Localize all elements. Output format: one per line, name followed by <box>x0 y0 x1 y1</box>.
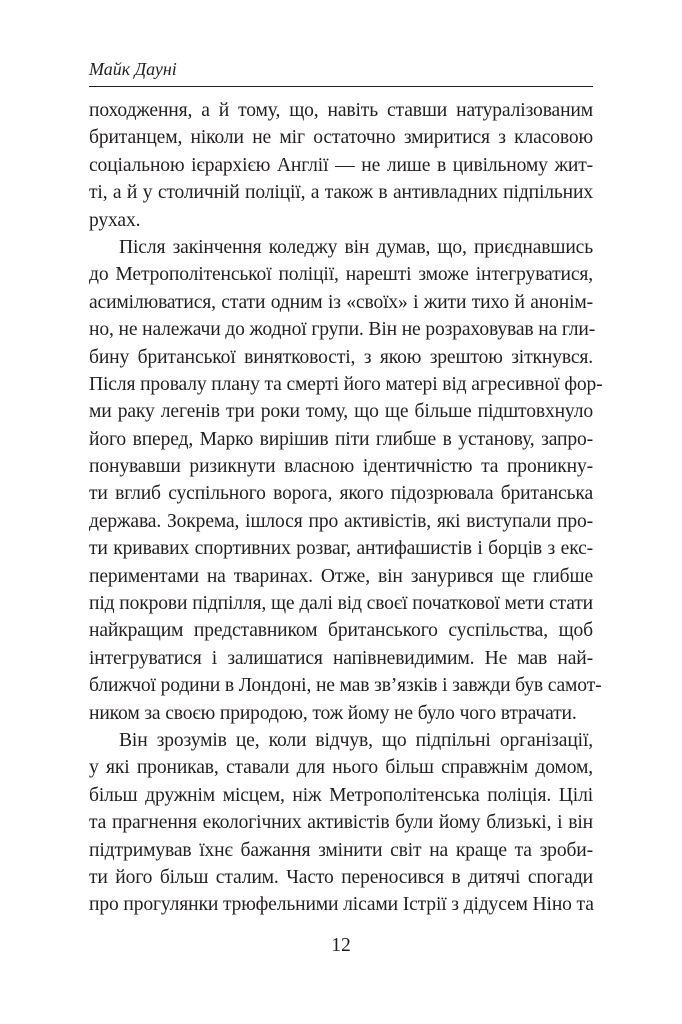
text-line: рухах. <box>89 209 141 231</box>
text-line: Він зрозумів це, коли відчув, що підпільні організації, <box>119 729 593 751</box>
text-line: до Метрополітенської поліції, нарешті зможе інтегруватися, <box>89 264 593 286</box>
text-line: Після провалу плану та смерті його матері від агресивної фор- <box>89 373 603 395</box>
body-text <box>89 97 603 919</box>
text-line: ти його більш сталим. Часто переносився в дитячі спогади <box>89 866 593 888</box>
text-line: ближчої родини в Лондоні, не мав зв’язків і завжди був самот- <box>89 675 602 697</box>
text-line: інтегруватися і залишатися напівневидимим. Не мав най- <box>89 647 593 669</box>
text-line: ником за своєю природою, тож йому не було чого втрачати. <box>89 702 577 724</box>
text-line: понувавши ризикнути власною ідентичністю та проникну- <box>89 456 593 478</box>
text-line: асимілюватися, стати одним із «своїх» і жити тихо й анонім- <box>89 291 593 313</box>
paragraph <box>89 727 593 919</box>
text-line: більш дружнім місцем, ніж Метрополітенська поліція. Цілі <box>89 784 593 806</box>
text-line: його вперед, Марко вирішив піти глибше в установу, запро- <box>89 428 593 450</box>
text-line: британцем, ніколи не міг остаточно змиритися з класовою <box>89 127 593 149</box>
text-line: у які проникав, ставали для нього більш справжнім домом, <box>89 757 593 779</box>
text-line: та прагнення екологічних активістів були йому близькі, і він <box>89 812 593 834</box>
text-line: ти вглиб суспільного ворога, якого підозрювала британська <box>89 483 593 505</box>
text-line: ті, а й у столичній поліції, а також в антивладних підпільних <box>89 182 593 204</box>
text-line: держава. Зокрема, ішлося про активістів, які виступали про- <box>89 510 593 532</box>
text-line: бину британської винятковості, з якою зрештою зіткнувся. <box>89 346 593 368</box>
header-rule <box>89 86 593 87</box>
text-line: походження, а й тому, що, навіть ставши натуралізованим <box>89 100 593 121</box>
text-line: найкращим представником британського суспільства, щоб <box>89 620 593 642</box>
text-line: ми раку легенів три роки тому, що ще більше підштовхнуло <box>89 401 593 423</box>
text-line: но, не належачи до жодної групи. Він не розраховував на гли- <box>89 319 596 341</box>
page-number: 12 <box>331 935 351 956</box>
paragraph <box>89 97 593 234</box>
running-head-author: Майк Дауні <box>89 59 177 79</box>
text-line: Після закінчення коледжу він думав, що, приєднавшись <box>119 236 593 258</box>
text-line: соціальною ієрархією Англії — не лише в цивільному жит- <box>89 154 593 176</box>
text-line: про прогулянки трюфельними лісами Істрії з дідусем Ніно та <box>89 894 594 916</box>
text-line: периментами на тваринах. Отже, він занурився ще глибше <box>89 565 593 587</box>
paragraph <box>89 234 603 727</box>
text-line: ти кривавих спортивних розваг, антифашистів і борців з екс- <box>89 538 593 560</box>
text-line: під покрови підпілля, ще далі від своєї початкової мети стати <box>89 593 593 615</box>
text-line: підтримував їхнє бажання змінити світ на краще та зроби- <box>89 839 593 861</box>
